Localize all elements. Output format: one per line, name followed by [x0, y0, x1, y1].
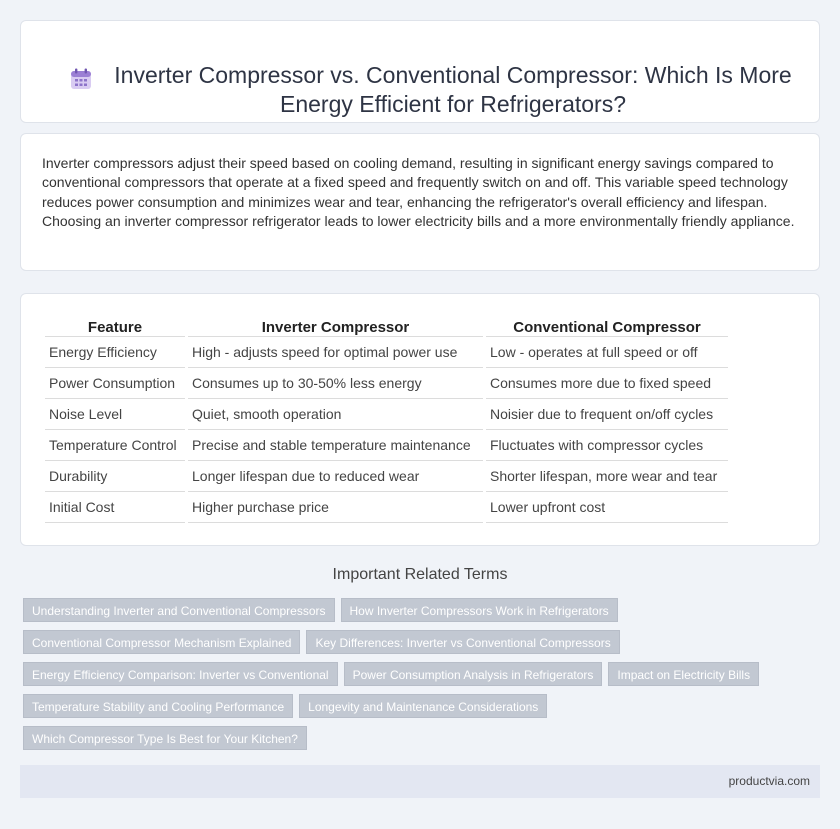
table-row [45, 492, 728, 523]
comparison-card [20, 293, 820, 546]
related-term-tag[interactable]: Energy Efficiency Comparison: Inverter vs Conventional [23, 662, 338, 686]
cell-conventional: Fluctuates with compressor cycles [486, 430, 728, 461]
related-terms-list [23, 598, 783, 750]
related-term-tag[interactable]: Longevity and Maintenance Considerations [299, 694, 547, 718]
related-term-tag[interactable]: Which Compressor Type Is Best for Your Kitchen? [23, 726, 307, 750]
related-term-tag[interactable]: Temperature Stability and Cooling Performance [23, 694, 293, 718]
cell-inverter: Higher purchase price [188, 492, 483, 523]
cell-feature: Power Consumption [45, 368, 185, 399]
cell-inverter: Quiet, smooth operation [188, 399, 483, 430]
table-row [45, 337, 728, 368]
cell-inverter: High - adjusts speed for optimal power use [188, 337, 483, 368]
cell-feature: Energy Efficiency [45, 337, 185, 368]
table-row [45, 399, 728, 430]
page-title: Inverter Compressor vs. Conventional Compressor: Which Is More Energy Efficient for Refrigerators? [114, 62, 792, 117]
header-inverter: Inverter Compressor [188, 316, 483, 337]
comparison-table [42, 316, 731, 523]
cell-feature: Noise Level [45, 399, 185, 430]
title-card [20, 20, 820, 123]
cell-conventional: Shorter lifespan, more wear and tear [486, 461, 728, 492]
table-row [45, 368, 728, 399]
summary-text: Inverter compressors adjust their speed based on cooling demand, resulting in significant energy savings compared to conventional compressors that operate at a fixed speed and frequently switch on and off. This variable speed technology reduces power consumption and minimizes wear and tear, enhancing the refrigerator's overall efficiency and lifespan. Choosing an inverter compressor refrigerator leads to lower electricity bills and a more environmentally friendly appliance. [42, 155, 795, 229]
table-header-row [45, 316, 728, 337]
cell-feature: Durability [45, 461, 185, 492]
cell-conventional: Consumes more due to fixed speed [486, 368, 728, 399]
footer-site-link[interactable]: productvia.com [728, 774, 810, 788]
related-term-tag[interactable]: Power Consumption Analysis in Refrigerators [344, 662, 603, 686]
table-row [45, 430, 728, 461]
header-conventional: Conventional Compressor [486, 316, 728, 337]
cell-inverter: Consumes up to 30-50% less energy [188, 368, 483, 399]
related-term-tag[interactable]: Impact on Electricity Bills [608, 662, 759, 686]
cell-conventional: Noisier due to frequent on/off cycles [486, 399, 728, 430]
table-row [45, 461, 728, 492]
summary-card [20, 133, 820, 271]
cell-inverter: Longer lifespan due to reduced wear [188, 461, 483, 492]
cell-conventional: Lower upfront cost [486, 492, 728, 523]
cell-feature: Initial Cost [45, 492, 185, 523]
footer [20, 765, 820, 798]
related-terms-heading: Important Related Terms [332, 566, 508, 583]
related-term-tag[interactable]: How Inverter Compressors Work in Refrigerators [341, 598, 618, 622]
related-term-tag[interactable]: Key Differences: Inverter vs Conventional Compressors [306, 630, 619, 654]
related-term-tag[interactable]: Conventional Compressor Mechanism Explained [23, 630, 300, 654]
header-feature: Feature [45, 316, 185, 337]
related-term-tag[interactable]: Understanding Inverter and Conventional Compressors [23, 598, 335, 622]
cell-conventional: Low - operates at full speed or off [486, 337, 728, 368]
calendar-icon [69, 67, 93, 91]
cell-inverter: Precise and stable temperature maintenance [188, 430, 483, 461]
cell-feature: Temperature Control [45, 430, 185, 461]
